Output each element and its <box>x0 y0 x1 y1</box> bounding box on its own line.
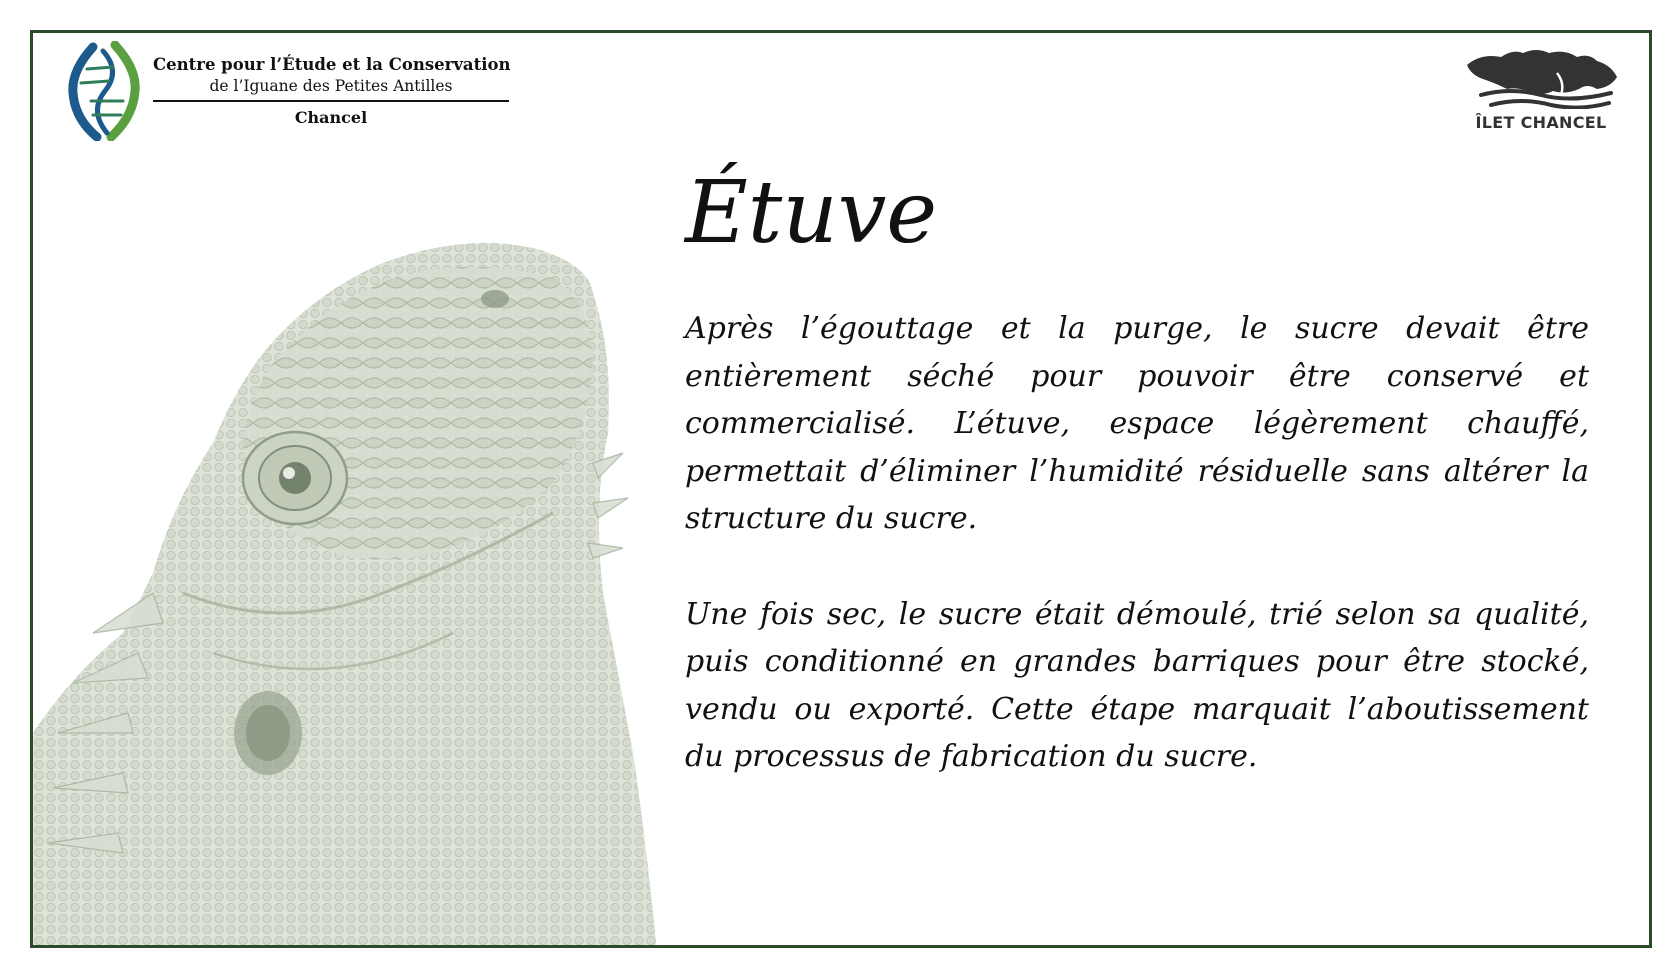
org-name-line1: Centre pour l’Étude et la Conservation <box>153 55 511 74</box>
ilet-chancel-label: ÎLET CHANCEL <box>1475 113 1607 132</box>
island-silhouette-icon <box>1461 43 1621 109</box>
paragraph-1: Après l’égouttage et la purge, le sucre devait être entièrement séché pour pouvoir être conservé et commercialisé. L’étuve, espace légèrement chauffé, permettait d’éliminer l’humidité résiduelle sans altérer la structure du sucre. <box>685 311 1589 536</box>
main-content <box>685 163 1589 829</box>
dna-helix-icon <box>63 41 145 141</box>
org-divider <box>153 100 509 102</box>
iguana-illustration <box>33 33 733 948</box>
page-title: Étuve <box>685 163 938 263</box>
panel-frame <box>30 30 1652 948</box>
org-name-line3: Chancel <box>294 108 368 127</box>
ilet-chancel-logo <box>1461 43 1621 132</box>
iguana-eye <box>243 432 347 524</box>
paragraph-2: Une fois sec, le sucre était démoulé, trié selon sa qualité, puis conditionné en grandes barriques pour être stocké, vendu ou exporté. Cette étape marquait l’aboutissement du processus de fabrication du sucre. <box>685 596 1589 774</box>
organization-logo <box>63 41 509 141</box>
org-name-line2: de l’Iguane des Petites Antilles <box>209 77 453 95</box>
